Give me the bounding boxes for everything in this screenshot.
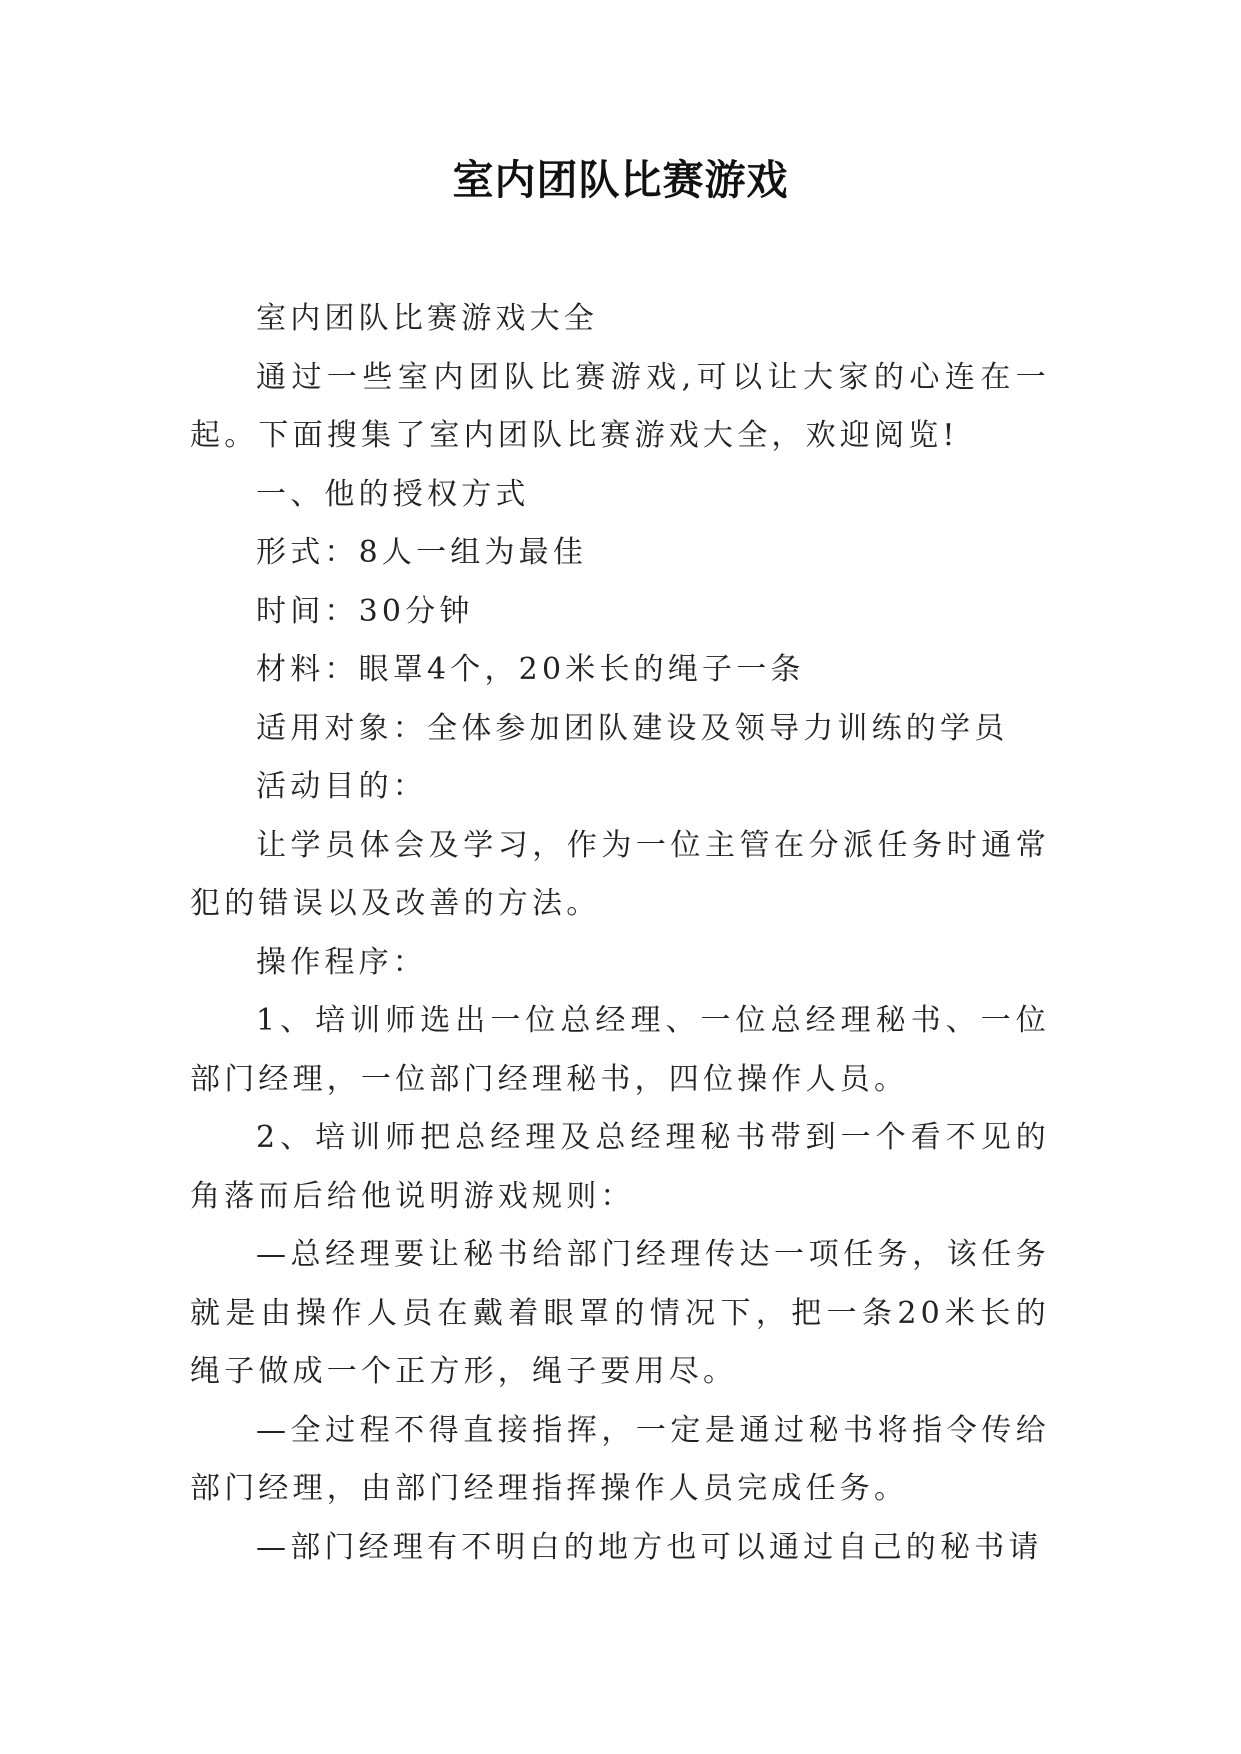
paragraph: —全过程不得直接指挥，一定是通过秘书将指令传给部门经理，由部门经理指挥操作人员完成任务。 — [190, 1412, 1050, 1506]
paragraph: 2、培训师把总经理及总经理秘书带到一个看不见的角落而后给他说明游戏规则： — [190, 1120, 1050, 1214]
paragraph: 让学员体会及学习，作为一位主管在分派任务时通常犯的错误以及改善的方法。 — [190, 827, 1050, 921]
paragraph: —部门经理有不明白的地方也可以通过自己的秘书请 — [256, 1529, 1043, 1565]
paragraph: 形式：8人一组为最佳 — [256, 535, 588, 570]
paragraph: 活动目的： — [256, 769, 427, 804]
paragraph: 时间：30分钟 — [256, 593, 474, 629]
paragraph: 操作程序： — [256, 944, 427, 980]
paragraph: 室内团队比赛游戏大全 — [256, 301, 598, 336]
paragraph: 材料：眼罩4个，20米长的绳子一条 — [256, 652, 805, 687]
document-body — [190, 290, 1050, 1577]
paragraph: —总经理要让秘书给部门经理传达一项任务，该任务就是由操作人员在戴着眼罩的情况下，把一条20米长的绳子做成一个正方形，绳子要用尽。 — [190, 1237, 1050, 1389]
paragraph: 一、他的授权方式 — [256, 476, 530, 512]
paragraph: 适用对象：全体参加团队建设及领导力训练的学员 — [256, 710, 1009, 746]
document-title: 室内团队比赛游戏 — [452, 156, 789, 204]
paragraph: 1、培训师选出一位总经理、一位总经理秘书、一位部门经理，一位部门经理秘书，四位操作人员。 — [190, 1003, 1050, 1097]
paragraph: 通过一些室内团队比赛游戏,可以让大家的心连在一起。下面搜集了室内团队比赛游戏大全，欢迎阅览! — [190, 359, 1050, 453]
